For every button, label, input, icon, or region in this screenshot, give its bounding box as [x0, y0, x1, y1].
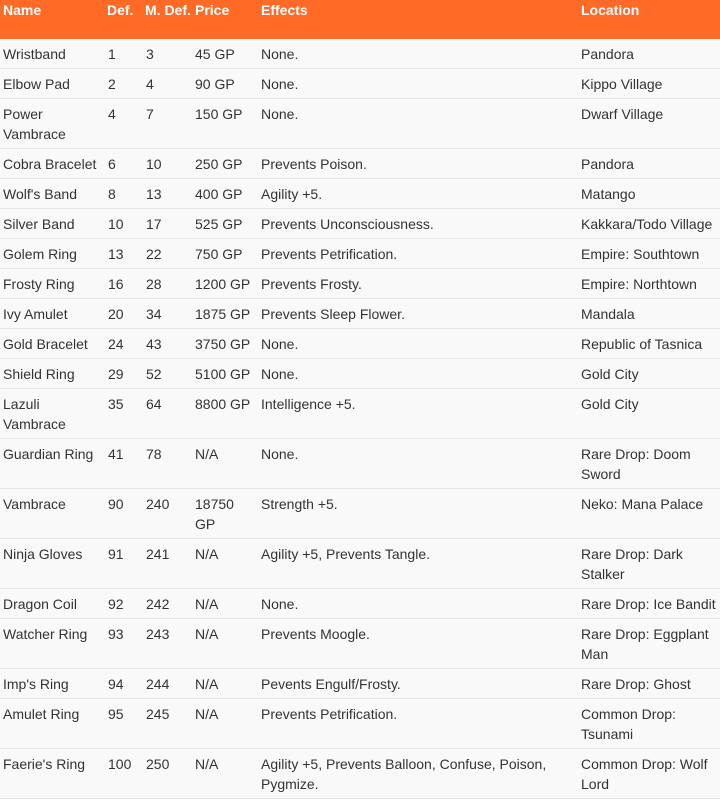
cell-price: N/A	[195, 446, 219, 462]
cell-location: Dwarf Village	[581, 106, 664, 122]
header-mdef: M. Def.	[145, 2, 191, 18]
table-row	[0, 299, 720, 329]
cell-location: Common Drop: Tsunami	[581, 706, 676, 742]
cell-def: 94	[108, 676, 124, 692]
cell-mdef: 7	[146, 106, 154, 122]
cell-location: Pandora	[581, 156, 634, 172]
table-row	[0, 439, 720, 489]
cell-mdef: 13	[146, 186, 162, 202]
cell-mdef: 17	[146, 216, 162, 232]
cell-name: Wolf's Band	[3, 186, 78, 202]
cell-name: Dragon Coil	[3, 596, 77, 612]
cell-price: 45 GP	[195, 46, 235, 62]
cell-effects: None.	[261, 106, 299, 122]
header-location: Location	[581, 2, 640, 18]
cell-effects: Prevents Unconsciousness.	[261, 216, 434, 232]
cell-effects: None.	[261, 596, 299, 612]
cell-price: 400 GP	[195, 186, 243, 202]
table-body	[0, 39, 720, 799]
cell-price: 150 GP	[195, 106, 243, 122]
cell-name: Power Vambrace	[3, 106, 66, 142]
cell-def: 10	[108, 216, 124, 232]
table-row	[0, 39, 720, 69]
cell-effects: None.	[261, 366, 299, 382]
cell-price: 1875 GP	[195, 306, 251, 322]
cell-def: 2	[108, 76, 116, 92]
cell-name: Imp's Ring	[3, 676, 69, 692]
cell-location: Common Drop: Wolf Lord	[581, 756, 708, 792]
cell-price: N/A	[195, 676, 219, 692]
cell-name: Guardian Ring	[3, 446, 94, 462]
header-effects: Effects	[261, 2, 308, 18]
cell-price: 18750 GP	[195, 496, 234, 532]
table-row	[0, 209, 720, 239]
cell-effects: Agility +5.	[261, 186, 323, 202]
cell-price: 525 GP	[195, 216, 243, 232]
table-row	[0, 359, 720, 389]
cell-location: Empire: Northtown	[581, 276, 697, 292]
cell-mdef: 242	[146, 596, 170, 612]
table-row	[0, 69, 720, 99]
header-def: Def.	[107, 2, 134, 18]
cell-def: 90	[108, 496, 124, 512]
cell-effects: Prevents Frosty.	[261, 276, 362, 292]
cell-name: Watcher Ring	[3, 626, 88, 642]
cell-def: 24	[108, 336, 124, 352]
cell-name: Frosty Ring	[3, 276, 75, 292]
cell-location: Gold City	[581, 396, 639, 412]
cell-def: 4	[108, 106, 116, 122]
cell-price: 90 GP	[195, 76, 235, 92]
table-row	[0, 389, 720, 439]
cell-name: Wristband	[3, 46, 66, 62]
cell-price: 1200 GP	[195, 276, 251, 292]
cell-name: Cobra Bracelet	[3, 156, 97, 172]
cell-def: 92	[108, 596, 124, 612]
table-row	[0, 179, 720, 209]
cell-location: Rare Drop: Eggplant Man	[581, 626, 709, 662]
cell-def: 1	[108, 46, 116, 62]
cell-location: Rare Drop: Doom Sword	[581, 446, 691, 482]
cell-mdef: 34	[146, 306, 162, 322]
cell-price: N/A	[195, 706, 219, 722]
cell-price: 3750 GP	[195, 336, 251, 352]
cell-def: 41	[108, 446, 124, 462]
cell-effects: Strength +5.	[261, 496, 338, 512]
cell-mdef: 10	[146, 156, 162, 172]
cell-price: 5100 GP	[195, 366, 251, 382]
cell-def: 6	[108, 156, 116, 172]
cell-mdef: 43	[146, 336, 162, 352]
cell-effects: Prevents Petrification.	[261, 706, 398, 722]
cell-price: N/A	[195, 756, 219, 772]
table-row	[0, 539, 720, 589]
cell-price: N/A	[195, 596, 219, 612]
cell-def: 91	[108, 546, 124, 562]
table-row	[0, 99, 720, 149]
cell-mdef: 240	[146, 496, 170, 512]
cell-effects: None.	[261, 76, 299, 92]
cell-def: 8	[108, 186, 116, 202]
table-row	[0, 269, 720, 299]
cell-location: Gold City	[581, 366, 639, 382]
cell-name: Golem Ring	[3, 246, 77, 262]
cell-effects: Prevents Petrification.	[261, 246, 398, 262]
cell-effects: None.	[261, 46, 299, 62]
cell-name: Ninja Gloves	[3, 546, 83, 562]
cell-name: Amulet Ring	[3, 706, 80, 722]
cell-price: 750 GP	[195, 246, 243, 262]
table-row	[0, 329, 720, 359]
cell-mdef: 243	[146, 626, 170, 642]
cell-mdef: 3	[146, 46, 154, 62]
cell-price: 250 GP	[195, 156, 243, 172]
cell-mdef: 52	[146, 366, 162, 382]
cell-location: Empire: Southtown	[581, 246, 700, 262]
cell-price: N/A	[195, 626, 219, 642]
cell-location: Rare Drop: Ice Bandit	[581, 596, 716, 612]
table-row	[0, 669, 720, 699]
header-row	[0, 0, 720, 39]
cell-def: 20	[108, 306, 124, 322]
cell-mdef: 64	[146, 396, 162, 412]
cell-location: Kippo Village	[581, 76, 663, 92]
cell-location: Republic of Tasnica	[581, 336, 703, 352]
cell-mdef: 245	[146, 706, 170, 722]
cell-name: Faerie's Ring	[3, 756, 86, 772]
header-name: Name	[3, 2, 42, 18]
table-row	[0, 239, 720, 269]
cell-effects: Prevents Sleep Flower.	[261, 306, 405, 322]
table-header	[0, 0, 720, 39]
cell-location: Mandala	[581, 306, 635, 322]
cell-location: Neko: Mana Palace	[581, 496, 704, 512]
cell-def: 93	[108, 626, 124, 642]
cell-mdef: 244	[146, 676, 170, 692]
cell-mdef: 78	[146, 446, 162, 462]
cell-mdef: 250	[146, 756, 170, 772]
cell-effects: Prevents Moogle.	[261, 626, 370, 642]
cell-def: 13	[108, 246, 124, 262]
table-row	[0, 619, 720, 669]
cell-def: 16	[108, 276, 124, 292]
table-row	[0, 149, 720, 179]
cell-mdef: 28	[146, 276, 162, 292]
cell-mdef: 241	[146, 546, 170, 562]
cell-effects: Intelligence +5.	[261, 396, 356, 412]
cell-name: Elbow Pad	[3, 76, 70, 92]
cell-def: 95	[108, 706, 124, 722]
cell-def: 29	[108, 366, 124, 382]
cell-effects: Agility +5, Prevents Balloon, Confuse, Poison, Pygmize.	[261, 756, 547, 792]
cell-effects: Prevents Poison.	[261, 156, 367, 172]
cell-location: Rare Drop: Dark Stalker	[581, 546, 683, 582]
cell-effects: Pevents Engulf/Frosty.	[261, 676, 401, 692]
table-row	[0, 699, 720, 749]
cell-effects: None.	[261, 446, 299, 462]
header-price: Price	[195, 2, 230, 18]
cell-def: 35	[108, 396, 124, 412]
cell-name: Lazuli Vambrace	[3, 396, 66, 432]
cell-name: Shield Ring	[3, 366, 75, 382]
table-row	[0, 489, 720, 539]
cell-mdef: 4	[146, 76, 154, 92]
table-row	[0, 749, 720, 799]
cell-name: Vambrace	[3, 496, 66, 512]
cell-name: Gold Bracelet	[3, 336, 88, 352]
cell-name: Ivy Amulet	[3, 306, 68, 322]
cell-name: Silver Band	[3, 216, 75, 232]
cell-location: Pandora	[581, 46, 634, 62]
cell-price: 8800 GP	[195, 396, 251, 412]
table-row	[0, 589, 720, 619]
cell-effects: None.	[261, 336, 299, 352]
cell-location: Kakkara/Todo Village	[581, 216, 713, 232]
cell-location: Matango	[581, 186, 636, 202]
cell-mdef: 22	[146, 246, 162, 262]
cell-effects: Agility +5, Prevents Tangle.	[261, 546, 431, 562]
cell-def: 100	[108, 756, 132, 772]
cell-price: N/A	[195, 546, 219, 562]
cell-location: Rare Drop: Ghost	[581, 676, 691, 692]
